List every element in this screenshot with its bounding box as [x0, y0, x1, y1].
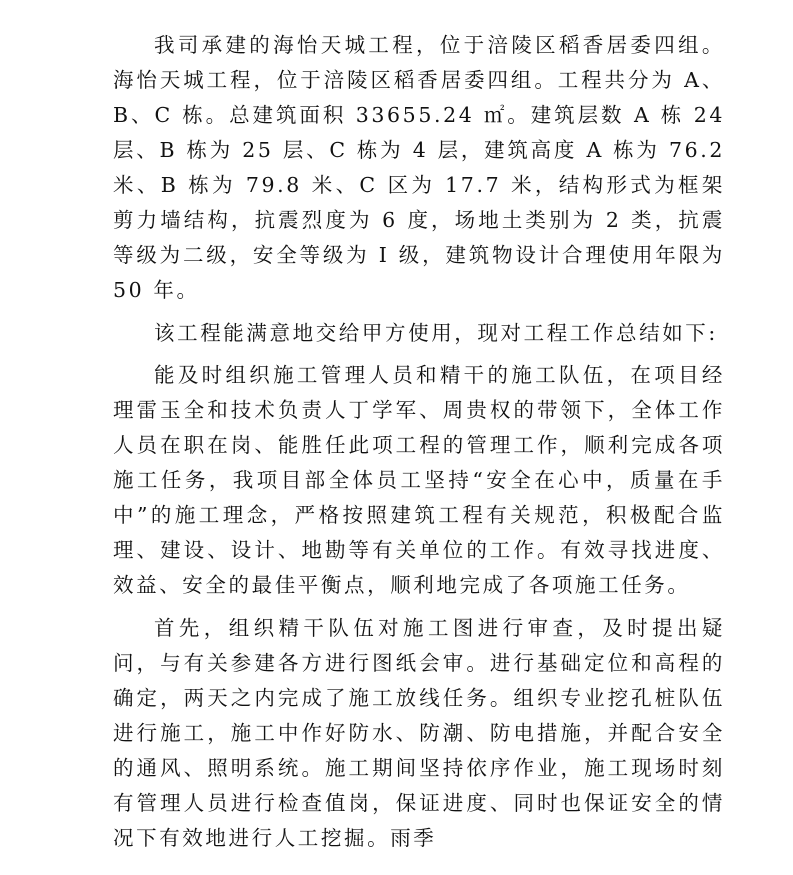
paragraph-management-team: 能及时组织施工管理人员和精干的施工队伍，在项目经理雷玉全和技术负责人丁学军、周贵权的带领下，全体工作人员在职在岗、能胜任此项工程的管理工作，顺利完成各项施工任务，我项目部全体员工坚持“安全在心中，质量在手中”的施工理念，严格按照建筑工程有关规范，积极配合监理、建设、设计、地勘等有关单位的工作。有效寻找进度、效益、安全的最佳平衡点，顺利地完成了各项施工任务。 — [113, 363, 725, 597]
paragraph-construction-process: 首先，组织精干队伍对施工图进行审查，及时提出疑问，与有关参建各方进行图纸会审。进行基础定位和高程的确定，两天之内完成了施工放线任务。组织专业挖孔桩队伍进行施工，施工中作好防水、防潮、防电措施，并配合安全的通风、照明系统。施工期间坚持依序作业，施工现场时刻有管理人员进行检查值岗，保证进度、同时也保证安全的情况下有效地进行人工挖掘。雨季 — [113, 615, 725, 850]
document-body — [113, 28, 725, 856]
paragraph-summary-intro: 该工程能满意地交给甲方使用，现对工程工作总结如下: — [154, 320, 718, 345]
paragraph-project-overview: 我司承建的海怡天城工程，位于涪陵区稻香居委四组。海怡天城工程，位于涪陵区稻香居委四组。工程共分为 A、B、C 栋。总建筑面积 33655.24 ㎡。建筑层数 A 栋 24 层、B 栋为 25 层、C 栋为 4 层，建筑高度 A 栋为 76.2 米、B 栋为 79.8 米、C 区为 17.7 米，结构形式为框架剪力墙结构，抗震烈度为 6 度，场地土类别为 2 类，抗震等级为二级，安全等级为 I 级，建筑物设计合理使用年限为 50 年。 — [113, 33, 725, 302]
